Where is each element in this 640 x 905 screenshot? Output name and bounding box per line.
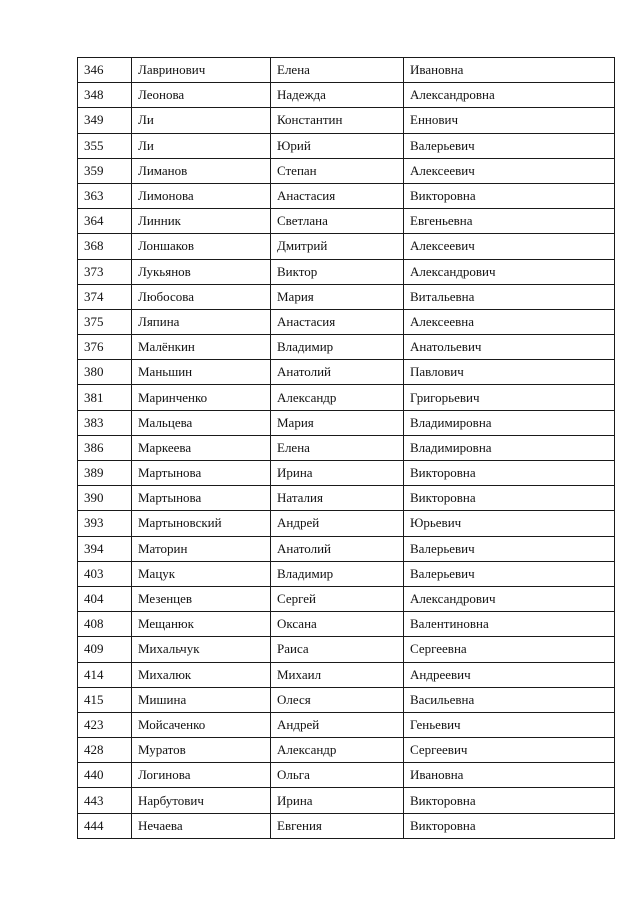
last-name-cell: Мацук	[132, 561, 271, 586]
first-name-cell: Андрей	[271, 511, 404, 536]
patronymic-cell: Владимировна	[404, 410, 615, 435]
row-number-cell: 348	[78, 83, 132, 108]
last-name-cell: Мальцева	[132, 410, 271, 435]
last-name-cell: Лимонова	[132, 183, 271, 208]
patronymic-cell: Викторовна	[404, 788, 615, 813]
row-number-cell: 428	[78, 738, 132, 763]
first-name-cell: Константин	[271, 108, 404, 133]
first-name-cell: Владимир	[271, 561, 404, 586]
row-number-cell: 443	[78, 788, 132, 813]
last-name-cell: Мойсаченко	[132, 712, 271, 737]
last-name-cell: Мартынова	[132, 486, 271, 511]
names-table	[77, 57, 615, 839]
first-name-cell: Дмитрий	[271, 234, 404, 259]
last-name-cell: Мещанюк	[132, 612, 271, 637]
first-name-cell: Андрей	[271, 712, 404, 737]
table-row	[78, 335, 615, 360]
last-name-cell: Линник	[132, 209, 271, 234]
patronymic-cell: Викторовна	[404, 461, 615, 486]
patronymic-cell: Витальевна	[404, 284, 615, 309]
patronymic-cell: Валентиновна	[404, 612, 615, 637]
table-row	[78, 662, 615, 687]
first-name-cell: Анатолий	[271, 536, 404, 561]
row-number-cell: 423	[78, 712, 132, 737]
table-row	[78, 763, 615, 788]
last-name-cell: Логинова	[132, 763, 271, 788]
patronymic-cell: Владимировна	[404, 435, 615, 460]
patronymic-cell: Евгеньевна	[404, 209, 615, 234]
row-number-cell: 381	[78, 385, 132, 410]
table-row	[78, 712, 615, 737]
first-name-cell: Александр	[271, 738, 404, 763]
first-name-cell: Ирина	[271, 461, 404, 486]
first-name-cell: Светлана	[271, 209, 404, 234]
table-row	[78, 360, 615, 385]
last-name-cell: Лавринович	[132, 58, 271, 83]
row-number-cell: 440	[78, 763, 132, 788]
first-name-cell: Сергей	[271, 586, 404, 611]
table-row	[78, 536, 615, 561]
row-number-cell: 346	[78, 58, 132, 83]
table-row	[78, 788, 615, 813]
first-name-cell: Степан	[271, 158, 404, 183]
patronymic-cell: Викторовна	[404, 486, 615, 511]
first-name-cell: Елена	[271, 435, 404, 460]
table-row	[78, 259, 615, 284]
table-row	[78, 435, 615, 460]
table-row	[78, 83, 615, 108]
row-number-cell: 390	[78, 486, 132, 511]
patronymic-cell: Александровна	[404, 83, 615, 108]
patronymic-cell: Васильевна	[404, 687, 615, 712]
first-name-cell: Елена	[271, 58, 404, 83]
patronymic-cell: Алексеевич	[404, 234, 615, 259]
last-name-cell: Ляпина	[132, 309, 271, 334]
table-row	[78, 486, 615, 511]
last-name-cell: Мишина	[132, 687, 271, 712]
first-name-cell: Раиса	[271, 637, 404, 662]
patronymic-cell: Сергеевич	[404, 738, 615, 763]
last-name-cell: Михальчук	[132, 637, 271, 662]
first-name-cell: Виктор	[271, 259, 404, 284]
first-name-cell: Юрий	[271, 133, 404, 158]
patronymic-cell: Валерьевич	[404, 536, 615, 561]
row-number-cell: 408	[78, 612, 132, 637]
last-name-cell: Любосова	[132, 284, 271, 309]
row-number-cell: 376	[78, 335, 132, 360]
last-name-cell: Малёнкин	[132, 335, 271, 360]
last-name-cell: Лоншаков	[132, 234, 271, 259]
row-number-cell: 383	[78, 410, 132, 435]
patronymic-cell: Андреевич	[404, 662, 615, 687]
table-row	[78, 158, 615, 183]
row-number-cell: 386	[78, 435, 132, 460]
patronymic-cell: Александрович	[404, 259, 615, 284]
last-name-cell: Нечаева	[132, 813, 271, 838]
last-name-cell: Маньшин	[132, 360, 271, 385]
table-row	[78, 738, 615, 763]
patronymic-cell: Анатольевич	[404, 335, 615, 360]
patronymic-cell: Сергеевна	[404, 637, 615, 662]
last-name-cell: Лукьянов	[132, 259, 271, 284]
first-name-cell: Ирина	[271, 788, 404, 813]
table-row	[78, 586, 615, 611]
first-name-cell: Анастасия	[271, 309, 404, 334]
row-number-cell: 363	[78, 183, 132, 208]
patronymic-cell: Юрьевич	[404, 511, 615, 536]
last-name-cell: Нарбутович	[132, 788, 271, 813]
row-number-cell: 373	[78, 259, 132, 284]
row-number-cell: 364	[78, 209, 132, 234]
row-number-cell: 355	[78, 133, 132, 158]
patronymic-cell: Алексеевич	[404, 158, 615, 183]
patronymic-cell: Григорьевич	[404, 385, 615, 410]
patronymic-cell: Александрович	[404, 586, 615, 611]
first-name-cell: Михаил	[271, 662, 404, 687]
patronymic-cell: Викторовна	[404, 183, 615, 208]
table-row	[78, 511, 615, 536]
last-name-cell: Мезенцев	[132, 586, 271, 611]
row-number-cell: 404	[78, 586, 132, 611]
last-name-cell: Маринченко	[132, 385, 271, 410]
row-number-cell: 375	[78, 309, 132, 334]
table-row	[78, 612, 615, 637]
row-number-cell: 389	[78, 461, 132, 486]
patronymic-cell: Ивановна	[404, 763, 615, 788]
table-row	[78, 410, 615, 435]
last-name-cell: Ли	[132, 108, 271, 133]
row-number-cell: 393	[78, 511, 132, 536]
row-number-cell: 409	[78, 637, 132, 662]
last-name-cell: Мартыновский	[132, 511, 271, 536]
first-name-cell: Анастасия	[271, 183, 404, 208]
last-name-cell: Мартынова	[132, 461, 271, 486]
last-name-cell: Маторин	[132, 536, 271, 561]
table-row	[78, 108, 615, 133]
table-row	[78, 813, 615, 838]
table-row	[78, 133, 615, 158]
patronymic-cell: Ивановна	[404, 58, 615, 83]
patronymic-cell: Валерьевич	[404, 133, 615, 158]
table-row	[78, 209, 615, 234]
last-name-cell: Маркеева	[132, 435, 271, 460]
patronymic-cell: Еннович	[404, 108, 615, 133]
first-name-cell: Мария	[271, 410, 404, 435]
row-number-cell: 349	[78, 108, 132, 133]
first-name-cell: Евгения	[271, 813, 404, 838]
patronymic-cell: Викторовна	[404, 813, 615, 838]
last-name-cell: Муратов	[132, 738, 271, 763]
table-row	[78, 385, 615, 410]
table-row	[78, 687, 615, 712]
names-table-body	[78, 58, 615, 839]
table-row	[78, 183, 615, 208]
row-number-cell: 359	[78, 158, 132, 183]
patronymic-cell: Павлович	[404, 360, 615, 385]
table-row	[78, 284, 615, 309]
first-name-cell: Оксана	[271, 612, 404, 637]
table-row	[78, 58, 615, 83]
first-name-cell: Надежда	[271, 83, 404, 108]
row-number-cell: 414	[78, 662, 132, 687]
patronymic-cell: Алексеевна	[404, 309, 615, 334]
last-name-cell: Леонова	[132, 83, 271, 108]
first-name-cell: Анатолий	[271, 360, 404, 385]
row-number-cell: 368	[78, 234, 132, 259]
first-name-cell: Мария	[271, 284, 404, 309]
row-number-cell: 415	[78, 687, 132, 712]
first-name-cell: Александр	[271, 385, 404, 410]
row-number-cell: 394	[78, 536, 132, 561]
row-number-cell: 444	[78, 813, 132, 838]
table-row	[78, 561, 615, 586]
first-name-cell: Владимир	[271, 335, 404, 360]
first-name-cell: Ольга	[271, 763, 404, 788]
table-row	[78, 637, 615, 662]
last-name-cell: Михалюк	[132, 662, 271, 687]
patronymic-cell: Валерьевич	[404, 561, 615, 586]
first-name-cell: Наталия	[271, 486, 404, 511]
row-number-cell: 374	[78, 284, 132, 309]
last-name-cell: Лиманов	[132, 158, 271, 183]
table-row	[78, 234, 615, 259]
table-row	[78, 309, 615, 334]
last-name-cell: Ли	[132, 133, 271, 158]
row-number-cell: 403	[78, 561, 132, 586]
table-row	[78, 461, 615, 486]
first-name-cell: Олеся	[271, 687, 404, 712]
patronymic-cell: Геньевич	[404, 712, 615, 737]
row-number-cell: 380	[78, 360, 132, 385]
